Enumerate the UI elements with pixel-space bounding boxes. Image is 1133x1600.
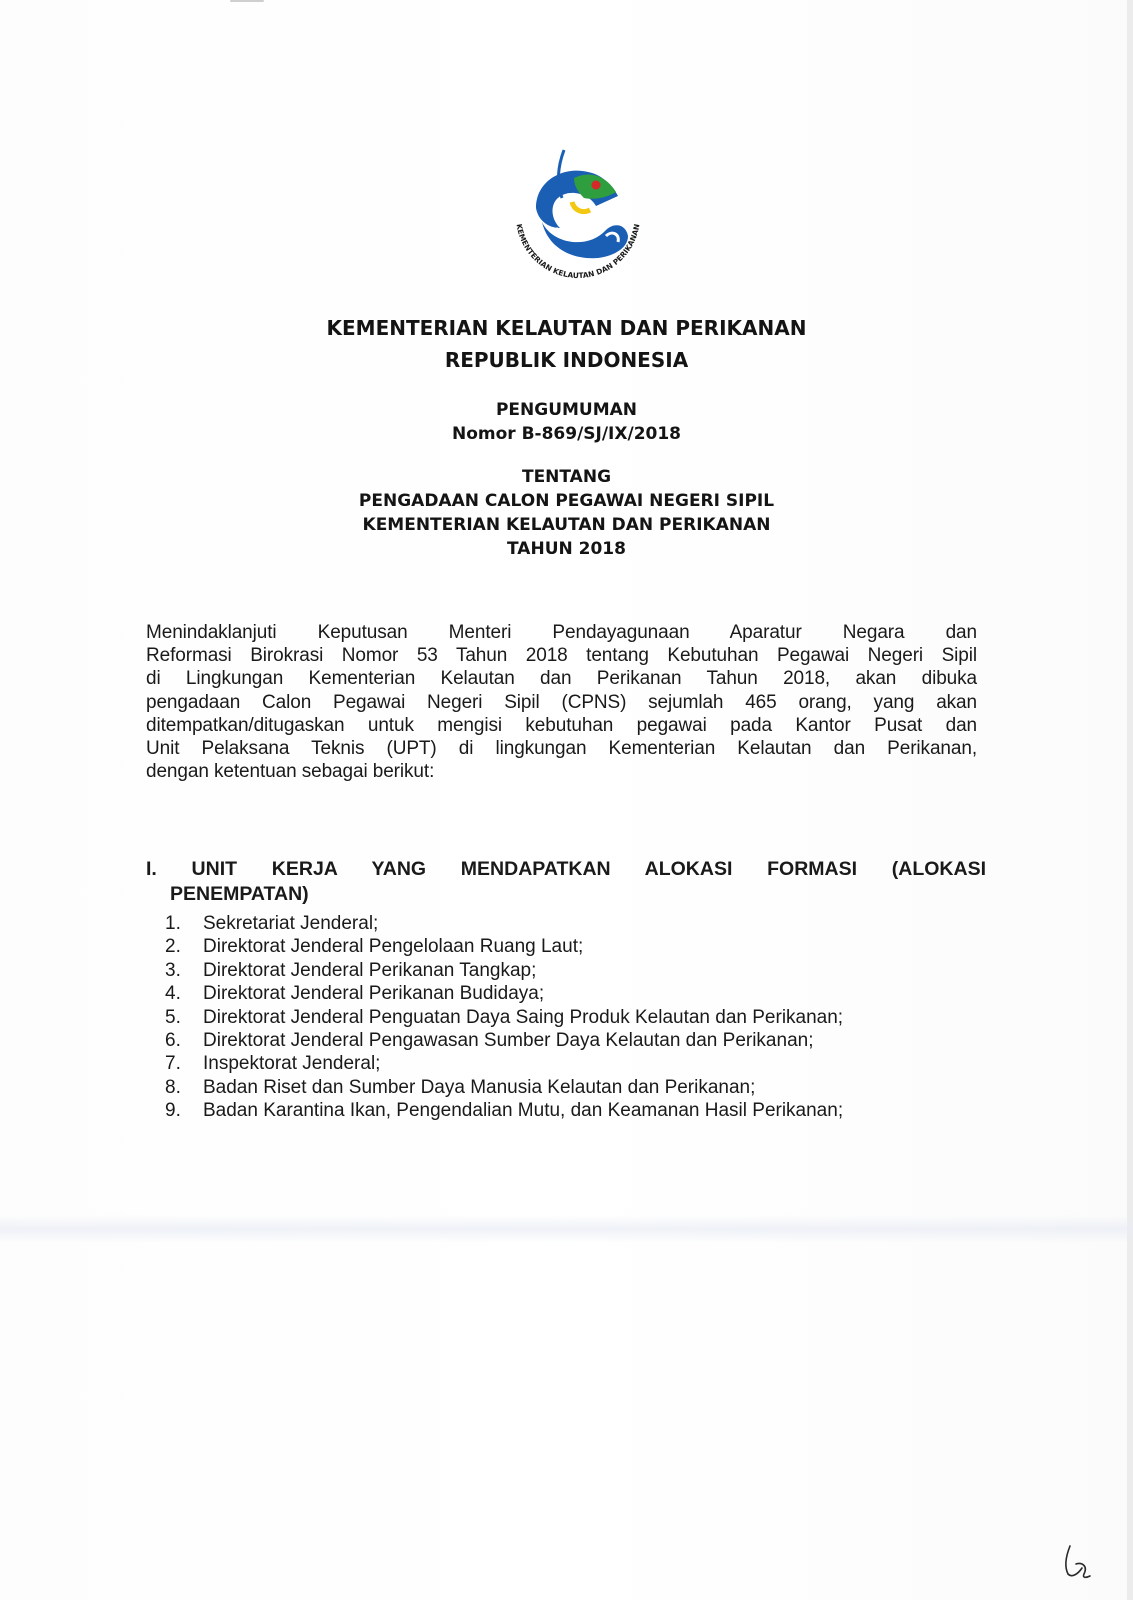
section-1-title-line-1: I. UNIT KERJA YANG MENDAPATKAN ALOKASI FORMASI (ALOKASI bbox=[146, 858, 986, 880]
list-item bbox=[165, 1029, 995, 1052]
item-number: 1. bbox=[165, 913, 181, 934]
country-name: REPUBLIK INDONESIA bbox=[444, 348, 689, 372]
work-unit-list bbox=[165, 912, 995, 1123]
item-number: 4. bbox=[165, 983, 181, 1005]
ministry-logo bbox=[502, 148, 654, 288]
intro-line: di Lingkungan Kementerian Kelautan dan Perikanan Tahun 2018, akan dibuka bbox=[146, 668, 977, 690]
list-item bbox=[165, 1099, 995, 1122]
item-text: Badan Karantina Ikan, Pengendalian Mutu, dan Keamanan Hasil Perikanan; bbox=[203, 1100, 844, 1122]
item-number: 9. bbox=[165, 1100, 181, 1122]
item-text: Direktorat Jenderal Perikanan Budidaya; bbox=[203, 983, 545, 1005]
ministry-name: KEMENTERIAN KELAUTAN DAN PERIKANAN bbox=[326, 316, 807, 340]
intro-paragraph bbox=[146, 621, 977, 783]
item-number: 5. bbox=[165, 1006, 181, 1028]
scan-edge-right bbox=[1127, 0, 1133, 1600]
handwritten-page-mark bbox=[1060, 1544, 1092, 1580]
item-number: 3. bbox=[165, 959, 181, 981]
intro-line: Menindaklanjuti Keputusan Menteri Pendayagunaan Aparatur Negara dan bbox=[146, 622, 977, 643]
item-text: Direktorat Jenderal Penguatan Daya Saing Produk Kelautan dan Perikanan; bbox=[203, 1006, 844, 1028]
subject-label: TENTANG bbox=[521, 467, 612, 487]
item-number: 7. bbox=[165, 1053, 181, 1075]
section-1-heading bbox=[146, 857, 986, 907]
intro-line: dengan ketentuan sebagai berikut: bbox=[146, 761, 435, 783]
wave-line bbox=[556, 228, 598, 238]
item-text: Direktorat Jenderal Pengelolaan Ruang Laut; bbox=[203, 936, 584, 958]
subject-line-1: PENGADAAN CALON PEGAWAI NEGERI SIPIL bbox=[358, 491, 775, 511]
list-item bbox=[165, 959, 995, 982]
logo-ring-text: KEMENTERIAN KELAUTAN DAN PERIKANAN bbox=[514, 223, 642, 281]
item-number: 8. bbox=[165, 1076, 181, 1098]
list-item bbox=[165, 982, 995, 1005]
scan-artifact-top bbox=[230, 0, 264, 2]
announcement-heading bbox=[0, 398, 1133, 446]
page-mark-stroke bbox=[1066, 1546, 1090, 1577]
doc-number: Nomor B-869/SJ/IX/2018 bbox=[451, 424, 682, 444]
item-text: Direktorat Jenderal Perikanan Tangkap; bbox=[203, 959, 537, 981]
subject-line-2: KEMENTERIAN KELAUTAN DAN PERIKANAN bbox=[362, 515, 771, 535]
item-text: Badan Riset dan Sumber Daya Manusia Kelautan dan Perikanan; bbox=[203, 1076, 756, 1098]
fish-eye-shape bbox=[592, 181, 601, 190]
list-item bbox=[165, 935, 995, 958]
yellow-accent bbox=[572, 202, 590, 212]
list-item bbox=[165, 1076, 995, 1099]
list-item bbox=[165, 912, 995, 935]
item-text: Sekretariat Jenderal; bbox=[203, 913, 379, 934]
section-1-title-line-2: PENEMPATAN) bbox=[170, 883, 309, 905]
ministry-heading bbox=[0, 312, 1133, 376]
scan-artifact-band bbox=[0, 1215, 1133, 1243]
list-item bbox=[165, 1052, 995, 1075]
item-text: Inspektorat Jenderal; bbox=[203, 1053, 381, 1075]
doc-type: PENGUMUMAN bbox=[495, 400, 638, 420]
intro-line: Unit Pelaksana Teknis (UPT) di lingkungan Kementerian Kelautan dan Perikanan, bbox=[146, 738, 977, 760]
item-number: 6. bbox=[165, 1030, 181, 1052]
list-item bbox=[165, 1006, 995, 1029]
item-text: Direktorat Jenderal Pengawasan Sumber Daya Kelautan dan Perikanan; bbox=[203, 1030, 814, 1052]
subject-line-3: TAHUN 2018 bbox=[507, 539, 626, 559]
item-number: 2. bbox=[165, 936, 181, 958]
subject-heading bbox=[0, 465, 1133, 561]
intro-line: Reformasi Birokrasi Nomor 53 Tahun 2018 tentang Kebutuhan Pegawai Negeri Sipil bbox=[146, 645, 977, 667]
intro-line: pengadaan Calon Pegawai Negeri Sipil (CPNS) sejumlah 465 orang, yang akan bbox=[146, 691, 977, 713]
intro-line: ditempatkan/ditugaskan untuk mengisi kebutuhan pegawai pada Kantor Pusat dan bbox=[146, 714, 977, 736]
